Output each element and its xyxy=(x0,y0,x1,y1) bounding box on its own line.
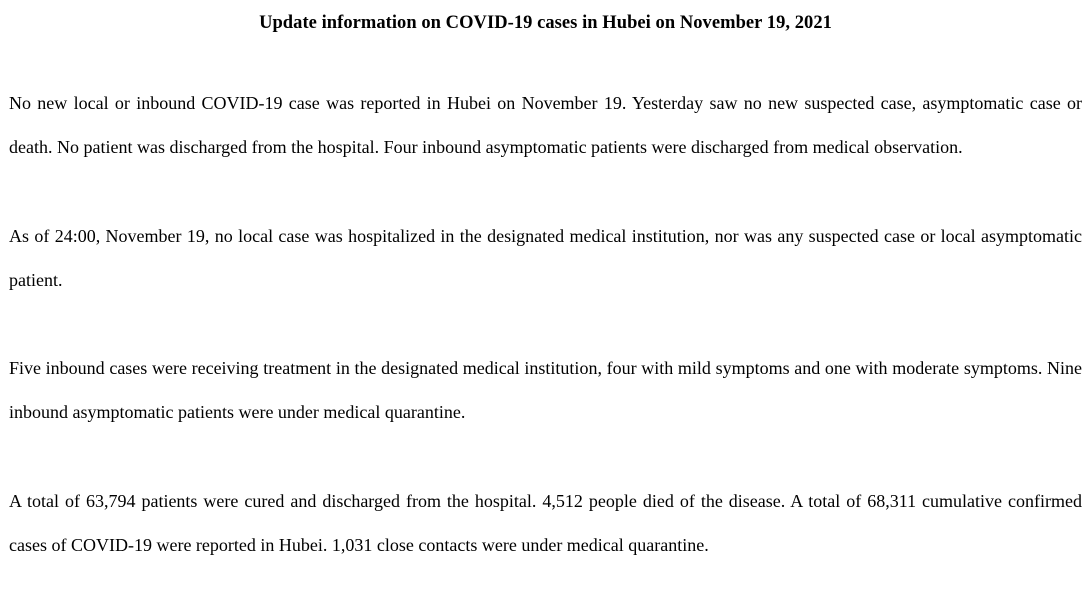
paragraph-local-status: As of 24:00, November 19, no local case was hospitalized in the designated medical institution, nor was any suspected case or local asymptomatic patient. xyxy=(9,226,1082,290)
paragraph-inbound-treatment: Five inbound cases were receiving treatment in the designated medical institution, four with mild symptoms and one with moderate symptoms. Nine inbound asymptomatic patients were under medical quarantine. xyxy=(9,358,1082,422)
paragraph-cumulative-totals: A total of 63,794 patients were cured and discharged from the hospital. 4,512 people died of the disease. A total of 68,311 cumulative confirmed cases of COVID-19 were reported in Hubei. 1,031 close contacts were under medical quarantine. xyxy=(9,491,1082,555)
document-title: Update information on COVID-19 cases in Hubei on November 19, 2021 xyxy=(259,13,832,33)
paragraph-new-cases: No new local or inbound COVID-19 case was reported in Hubei on November 19. Yesterday saw no new suspected case, asymptomatic case or death. No patient was discharged from the hospital. Four inbound asymptomatic patients were discharged from medical observation. xyxy=(9,93,1082,157)
